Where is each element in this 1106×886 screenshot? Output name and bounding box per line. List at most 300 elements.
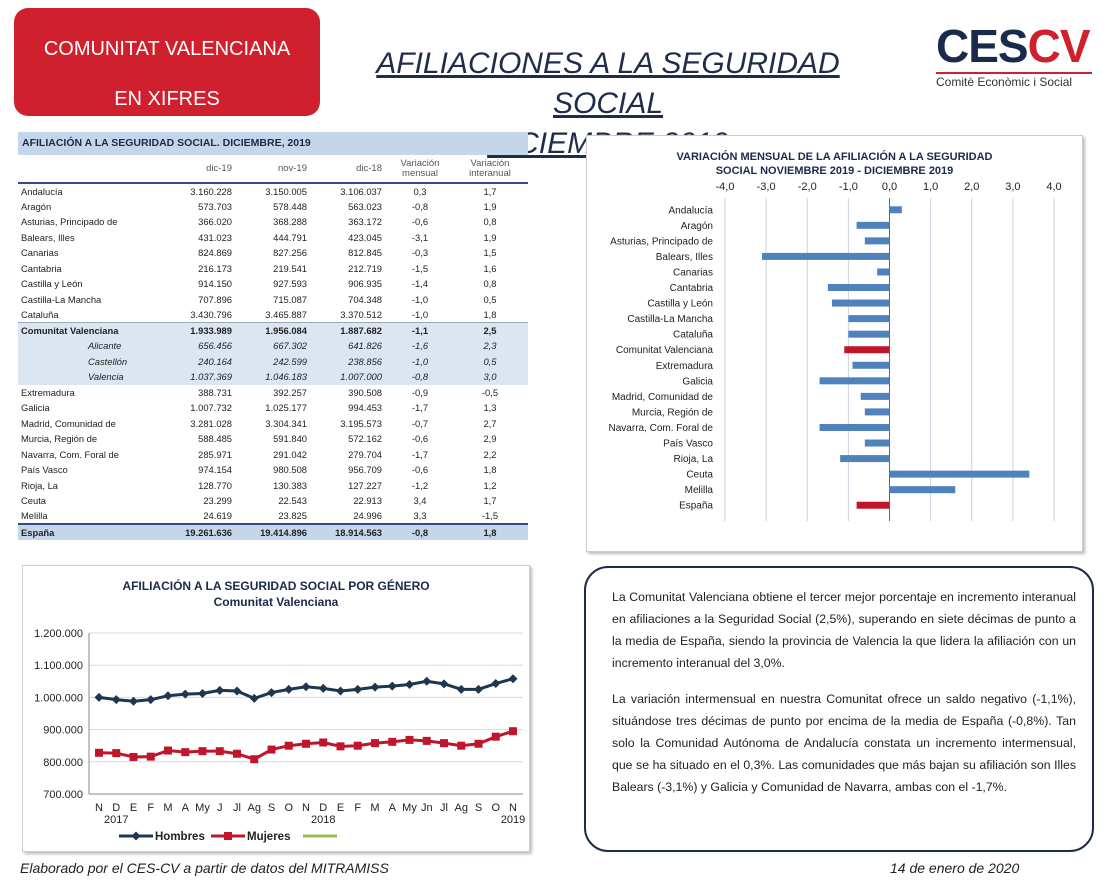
cell-dic18: 423.045: [348, 231, 382, 243]
cell-interanual: 1,7: [483, 495, 497, 507]
col-header-nov19: nov-19: [238, 155, 313, 183]
table-row: [18, 292, 528, 308]
cell-mensual: -0,6: [411, 433, 429, 445]
cell-dic19: 824.869: [198, 247, 232, 259]
row-name: Andalucía: [21, 185, 63, 197]
bar-x-tick-label: 3,0: [1005, 181, 1021, 193]
point-hombres: [336, 686, 345, 695]
cell-mensual: 3,3: [413, 510, 427, 522]
title-line1: AFILIACIONES A LA SEGURIDAD SOCIAL: [376, 47, 840, 120]
cell-dic18: 563.023: [348, 200, 382, 212]
cell-dic19: 128.770: [198, 479, 232, 491]
table-header-row: [18, 155, 528, 183]
table-row: [18, 493, 528, 509]
cell-dic18: 1.007.000: [313, 369, 388, 385]
legend-label-1: Mujeres: [247, 831, 291, 843]
line-x-tick-label: O: [491, 802, 501, 814]
cell-interanual: 1,9: [483, 231, 497, 243]
line-x-tick-label: Jl: [440, 802, 448, 814]
gender-affiliation-chart: [22, 565, 530, 852]
row-name: Aragón: [21, 200, 52, 212]
bar-category-label: Murcia, Región de: [631, 407, 713, 419]
point-mujeres: [457, 742, 465, 750]
point-mujeres: [440, 739, 448, 747]
table-row: [18, 323, 528, 339]
bar-category-label: País Vasco: [663, 438, 713, 450]
line-y-tick-label: 1.100.000: [34, 660, 83, 673]
bar-10: [852, 362, 889, 369]
point-mujeres: [319, 738, 327, 746]
col-header-dic19: dic-19: [168, 155, 238, 183]
bar-category-label: Galicia: [682, 376, 713, 388]
cell-dic19: 3.281.028: [190, 417, 232, 429]
bar-category-label: Ceuta: [686, 469, 713, 481]
footer-date: 14 de enero de 2020: [890, 860, 1020, 876]
bar-category-label: Canarias: [672, 267, 713, 279]
cell-nov19: 444.791: [273, 231, 307, 243]
row-name: Castellón: [18, 354, 168, 370]
cell-dic18: 812.845: [348, 247, 382, 259]
bar-category-label: Rioja, La: [673, 454, 713, 466]
cell-nov19: 1.046.183: [238, 369, 313, 385]
cell-nov19: 19.414.896: [238, 524, 313, 540]
line-year-label: 2017: [104, 814, 129, 826]
bar-17: [890, 471, 1030, 478]
cell-dic19: 914.150: [198, 278, 232, 290]
cell-dic19: 588.485: [198, 433, 232, 445]
bar-14: [820, 424, 890, 431]
bar-8: [848, 331, 889, 338]
point-hombres: [250, 694, 259, 703]
cell-nov19: 368.288: [273, 216, 307, 228]
point-hombres: [474, 685, 483, 694]
cell-dic19: 707.896: [198, 293, 232, 305]
cell-mensual: -1,7: [411, 448, 429, 460]
bar-6: [832, 300, 890, 307]
cell-interanual: 3,0: [458, 369, 528, 385]
cell-nov19: 715.087: [273, 293, 307, 305]
table-row: [18, 230, 528, 246]
table-row: [18, 524, 528, 540]
cell-dic19: 974.154: [198, 464, 232, 476]
bar-category-label: Extremadura: [655, 360, 713, 372]
line-x-tick-label: O: [284, 802, 294, 814]
point-mujeres: [509, 727, 517, 735]
cell-mensual: -1,0: [388, 354, 458, 370]
cell-dic18: 906.935: [348, 278, 382, 290]
cell-interanual: 1,8: [483, 464, 497, 476]
point-mujeres: [354, 742, 362, 750]
cell-mensual: 0,3: [413, 185, 427, 197]
cell-dic19: 388.731: [198, 386, 232, 398]
bar-chart-svg: [587, 136, 1084, 553]
cell-interanual: 2,9: [483, 433, 497, 445]
bar-chart-title-line2: SOCIAL NOVIEMBRE 2019 - DICIEMBRE 2019: [715, 165, 954, 177]
bar-category-label: Andalucía: [668, 205, 713, 217]
line-x-tick-label: S: [474, 802, 483, 814]
commentary-box: [584, 566, 1094, 852]
bar-13: [865, 408, 890, 415]
table-row: [18, 261, 528, 277]
row-name: Valencia: [18, 369, 168, 385]
cell-interanual: 2,5: [458, 323, 528, 339]
cell-dic18: 24.996: [353, 510, 382, 522]
cell-dic18: 704.348: [348, 293, 382, 305]
row-name: Rioja, La: [21, 479, 59, 491]
cell-nov19: 130.383: [273, 479, 307, 491]
bar-category-label: Asturias, Principado de: [610, 236, 713, 248]
commentary-paragraph-1: La Comunitat Valenciana obtiene el tercer mejor porcentaje en incremento interanual en afiliaciones a la Seguridad Social (2,5%), superando en siete décimas de punto a la media de España, siendo la provincia de Valencia la que lidera la afiliación con un incremento interanual del 3,0%.: [612, 590, 1076, 670]
line-x-tick-label: E: [129, 802, 138, 814]
cell-mensual: -1,0: [411, 309, 429, 320]
table-row: [18, 183, 528, 199]
point-mujeres: [147, 753, 155, 761]
cell-dic19: 24.619: [203, 510, 232, 522]
cell-dic18: 18.914.563: [313, 524, 388, 540]
line-x-tick-label: F: [354, 802, 362, 814]
table-row: [18, 199, 528, 215]
bar-category-label: Comunitat Valenciana: [615, 345, 713, 357]
footer-source: Elaborado por el CES-CV a partir de datos del MITRAMISS: [20, 860, 389, 876]
point-hombres: [509, 674, 518, 683]
cell-dic18: 3.370.512: [340, 309, 382, 320]
cell-nov19: 242.599: [238, 354, 313, 370]
point-mujeres: [130, 753, 138, 761]
point-hombres: [267, 688, 276, 697]
col-header-dic18: dic-18: [313, 155, 388, 183]
point-mujeres: [371, 739, 379, 747]
row-name: País Vasco: [21, 464, 68, 476]
cell-mensual: 3,4: [413, 495, 427, 507]
point-hombres: [112, 695, 121, 704]
cell-mensual: -1,2: [411, 479, 429, 491]
line-x-tick-label: Ag: [247, 802, 261, 814]
cell-dic19: 19.261.636: [168, 524, 238, 540]
legend-marker-mujeres: [224, 832, 232, 840]
point-hombres: [198, 689, 207, 698]
line-x-tick-label: M: [163, 802, 173, 814]
col-header-interanual: Variación interanual: [458, 155, 528, 183]
cell-interanual: 0,5: [483, 293, 497, 305]
row-name: Ceuta: [21, 495, 47, 507]
cell-nov19: 3.465.887: [265, 309, 307, 320]
row-name: Balears, Illes: [21, 231, 75, 243]
cell-mensual: -0,3: [411, 247, 429, 259]
cell-mensual: -0,8: [411, 200, 429, 212]
line-year-label: 2019: [500, 814, 526, 826]
table-row: [18, 338, 528, 354]
cell-dic19: 1.933.989: [168, 323, 238, 339]
table-body: [18, 183, 528, 540]
cell-dic19: 573.703: [198, 200, 232, 212]
cell-interanual: 0,8: [483, 216, 497, 228]
table-row: [18, 447, 528, 463]
point-mujeres: [95, 749, 103, 757]
line-x-tick-label: M: [370, 802, 380, 814]
bar-category-label: Madrid, Comunidad de: [611, 391, 713, 403]
cell-interanual: -1,5: [481, 510, 499, 522]
point-hombres: [233, 686, 242, 695]
cell-mensual: -1,1: [388, 323, 458, 339]
bar-3: [762, 253, 889, 260]
point-hombres: [405, 680, 414, 689]
cell-mensual: -1,7: [411, 402, 429, 414]
cell-nov19: 219.541: [273, 262, 307, 274]
bar-5: [828, 284, 890, 291]
line-y-tick-label: 900.000: [43, 724, 83, 737]
cell-dic18: 3.106.037: [340, 185, 382, 197]
table-row: [18, 385, 528, 401]
logo-subtitle: Comitè Econòmic i Social: [936, 72, 1092, 89]
bar-category-label: Castilla y León: [647, 298, 713, 310]
line-x-tick-label: Ag: [454, 802, 468, 814]
bar-category-label: Cantabria: [669, 283, 713, 295]
bar-category-label: España: [679, 500, 713, 512]
cell-nov19: 578.448: [273, 200, 307, 212]
line-x-tick-label: D: [319, 802, 328, 814]
cell-nov19: 980.508: [273, 464, 307, 476]
cell-interanual: 0,8: [483, 278, 497, 290]
cell-nov19: 1.025.177: [265, 402, 307, 414]
legend-label-0: Hombres: [155, 831, 205, 843]
bar-4: [877, 268, 889, 275]
point-mujeres: [406, 736, 414, 744]
row-name: Castilla y León: [21, 278, 83, 290]
bar-category-label: Castilla-La Mancha: [627, 314, 713, 326]
cell-dic18: 279.704: [348, 448, 382, 460]
line-x-tick-label: D: [112, 802, 121, 814]
table-row: [18, 307, 528, 323]
bar-15: [865, 440, 890, 447]
cell-nov19: 22.543: [278, 495, 307, 507]
point-mujeres: [423, 737, 431, 745]
line-x-tick-label: J: [217, 802, 223, 814]
cell-dic19: 431.023: [198, 231, 232, 243]
affiliation-table: [18, 132, 528, 540]
cell-dic19: 656.456: [168, 338, 238, 354]
point-hombres: [388, 682, 397, 691]
cell-mensual: -1,0: [411, 293, 429, 305]
cell-interanual: 1,5: [483, 247, 497, 259]
row-name: Cantabria: [21, 262, 62, 274]
cell-dic19: 23.299: [203, 495, 232, 507]
monthly-variation-chart: [586, 135, 1083, 552]
row-name: Castilla-La Mancha: [21, 293, 102, 305]
table-row: [18, 400, 528, 416]
region-badge: [14, 8, 320, 116]
point-hombres: [440, 679, 449, 688]
point-mujeres: [492, 733, 500, 741]
badge-line1: COMUNITAT VALENCIANA: [43, 38, 291, 60]
cell-nov19: 591.840: [273, 433, 307, 445]
point-hombres: [371, 683, 380, 692]
table-row: [18, 276, 528, 292]
point-mujeres: [250, 755, 258, 763]
col-header-name: [18, 155, 168, 183]
bar-2: [865, 237, 890, 244]
cell-dic19: 240.164: [168, 354, 238, 370]
bar-x-tick-label: -2,0: [797, 181, 817, 193]
cell-dic18: 22.913: [353, 495, 382, 507]
cell-dic18: 641.826: [313, 338, 388, 354]
cell-dic19: 3.430.796: [190, 309, 232, 320]
row-name: Comunitat Valenciana: [18, 323, 168, 339]
row-name: Navarra, Com. Foral de: [21, 448, 119, 460]
point-hombres: [457, 685, 466, 694]
col-header-mensual: Variación mensual: [388, 155, 458, 183]
table-row: [18, 431, 528, 447]
table-row: [18, 369, 528, 385]
cell-interanual: 2,3: [458, 338, 528, 354]
cell-nov19: 827.256: [273, 247, 307, 259]
line-y-tick-label: 700.000: [43, 789, 83, 801]
point-hombres: [164, 691, 173, 700]
bar-1: [857, 222, 890, 229]
row-name: Melilla: [21, 510, 48, 522]
logo-accent: CV: [1027, 20, 1090, 72]
cell-dic18: 363.172: [348, 216, 382, 228]
cell-interanual: 1,7: [483, 185, 497, 197]
row-name: España: [18, 524, 168, 540]
point-mujeres: [285, 742, 293, 750]
bar-chart-title-line1: VARIACIÓN MENSUAL DE LA AFILIACIÓN A LA SEGURIDAD: [676, 151, 993, 163]
cell-interanual: 1,6: [483, 262, 497, 274]
cell-interanual: 0,5: [458, 354, 528, 370]
line-y-tick-label: 800.000: [43, 756, 83, 769]
cell-nov19: 1.956.084: [238, 323, 313, 339]
line-x-tick-label: A: [388, 802, 396, 814]
line-x-tick-label: Jl: [233, 802, 241, 814]
bar-category-label: Navarra, Com. Foral de: [608, 422, 713, 434]
line-chart-subtitle: Comunitat Valenciana: [213, 595, 339, 609]
cell-interanual: 1,3: [483, 402, 497, 414]
cell-interanual: 1,9: [483, 200, 497, 212]
point-hombres: [95, 693, 104, 702]
cell-interanual: -0,5: [481, 386, 499, 398]
line-x-tick-label: E: [336, 802, 345, 814]
cell-mensual: -0,6: [411, 216, 429, 228]
line-y-tick-label: 1.200.000: [34, 628, 83, 640]
cell-dic19: 1.037.369: [168, 369, 238, 385]
table-row: [18, 245, 528, 261]
cell-nov19: 291.042: [273, 448, 307, 460]
logo-main: CES: [936, 20, 1028, 72]
bar-19: [857, 502, 890, 509]
cell-interanual: 2,2: [483, 448, 497, 460]
point-mujeres: [112, 749, 120, 757]
cell-mensual: -0,9: [411, 386, 429, 398]
point-hombres: [302, 682, 311, 691]
bar-x-tick-label: 2,0: [964, 181, 980, 193]
bar-category-label: Cataluña: [672, 329, 713, 341]
cell-interanual: 1,2: [483, 479, 497, 491]
table-title: AFILIACIÓN A LA SEGURIDAD SOCIAL. DICIEMBRE, 2019: [18, 132, 528, 155]
row-name: Alicante: [18, 338, 168, 354]
cescv-logo: [936, 22, 1096, 89]
line-y-tick-label: 1.000.000: [34, 692, 83, 705]
bar-0: [890, 206, 902, 213]
cell-dic19: 1.007.732: [190, 402, 232, 414]
table-row: [18, 354, 528, 370]
bar-x-tick-label: -3,0: [756, 181, 776, 193]
point-mujeres: [302, 740, 310, 748]
bar-7: [848, 315, 889, 322]
row-name: Canarias: [21, 247, 59, 259]
row-name: Cataluña: [21, 309, 59, 320]
cell-dic18: 572.162: [348, 433, 382, 445]
bar-16: [840, 455, 889, 462]
title-line2: DICIEMBRE: [487, 127, 654, 160]
point-mujeres: [199, 747, 207, 755]
cell-interanual: 1,8: [483, 309, 497, 320]
cell-mensual: -1,4: [411, 278, 429, 290]
line-year-label: 2018: [311, 814, 336, 826]
cell-mensual: -0,8: [388, 369, 458, 385]
line-x-tick-label: N: [302, 802, 310, 814]
line-chart-title-text: AFILIACIÓN A LA SEGURIDAD SOCIAL POR GÉNERO: [122, 579, 430, 593]
line-x-tick-label: F: [147, 802, 155, 814]
cell-interanual: 2,7: [483, 417, 497, 429]
line-x-tick-label: My: [402, 802, 417, 814]
cell-dic19: 285.971: [198, 448, 232, 460]
legend-marker-hombres: [132, 832, 141, 841]
line-x-tick-label: N: [95, 802, 103, 814]
logo-word: [936, 22, 1096, 70]
cell-mensual: -0,7: [411, 417, 429, 429]
cell-mensual: -3,1: [411, 231, 429, 243]
point-hombres: [422, 677, 431, 686]
line-x-tick-label: My: [195, 802, 210, 814]
commentary-paragraph-2: La variación intermensual en nuestra Comunitat ofrece un saldo negativo (-1,1%), situándose tres décimas de punto por encima de la media de España (-0,8%). Tan solo la Comunidad Autónoma de Andalucía constata un incremento intermensual, que se ha situado en el 0,3%. Las comunidades que más bajan su afiliación son Illes Balears (-3,1%) y Galicia y Comunidad de Navarra, ambas con el -1,7%.: [612, 692, 1076, 794]
cell-nov19: 927.593: [273, 278, 307, 290]
bar-11: [820, 377, 890, 384]
row-name: Galicia: [21, 402, 50, 414]
cell-mensual: -1,5: [411, 262, 429, 274]
cell-nov19: 3.304.341: [265, 417, 307, 429]
cell-dic18: 212.719: [348, 262, 382, 274]
point-mujeres: [268, 746, 276, 754]
cell-dic18: 956.709: [348, 464, 382, 476]
row-name: Asturias, Principado de: [21, 216, 118, 228]
row-name: Murcia, Región de: [21, 433, 98, 445]
cell-dic18: 390.508: [348, 386, 382, 398]
line-x-tick-label: A: [181, 802, 189, 814]
table-row: [18, 214, 528, 230]
point-mujeres: [181, 748, 189, 756]
table-row: [18, 478, 528, 494]
cell-dic19: 366.020: [198, 216, 232, 228]
bar-x-tick-label: 0,0: [881, 181, 898, 193]
cell-dic18: 238.856: [313, 354, 388, 370]
bar-category-label: Melilla: [684, 485, 713, 497]
point-hombres: [284, 685, 293, 694]
bar-category-label: Aragón: [680, 220, 713, 232]
bar-x-tick-label: -1,0: [838, 181, 858, 193]
cell-dic19: 216.173: [198, 262, 232, 274]
cell-nov19: 667.302: [238, 338, 313, 354]
line-x-tick-label: N: [509, 802, 517, 814]
point-mujeres: [233, 750, 241, 758]
bar-12: [861, 393, 890, 400]
cell-dic18: 127.227: [348, 479, 382, 491]
line-x-tick-label: Jn: [420, 802, 433, 814]
bar-category-label: Balears, Illes: [655, 251, 713, 263]
point-mujeres: [337, 742, 345, 750]
bar-x-tick-label: -4,0: [715, 181, 735, 193]
point-hombres: [491, 679, 500, 688]
bar-18: [890, 486, 956, 493]
cell-nov19: 392.257: [273, 386, 307, 398]
